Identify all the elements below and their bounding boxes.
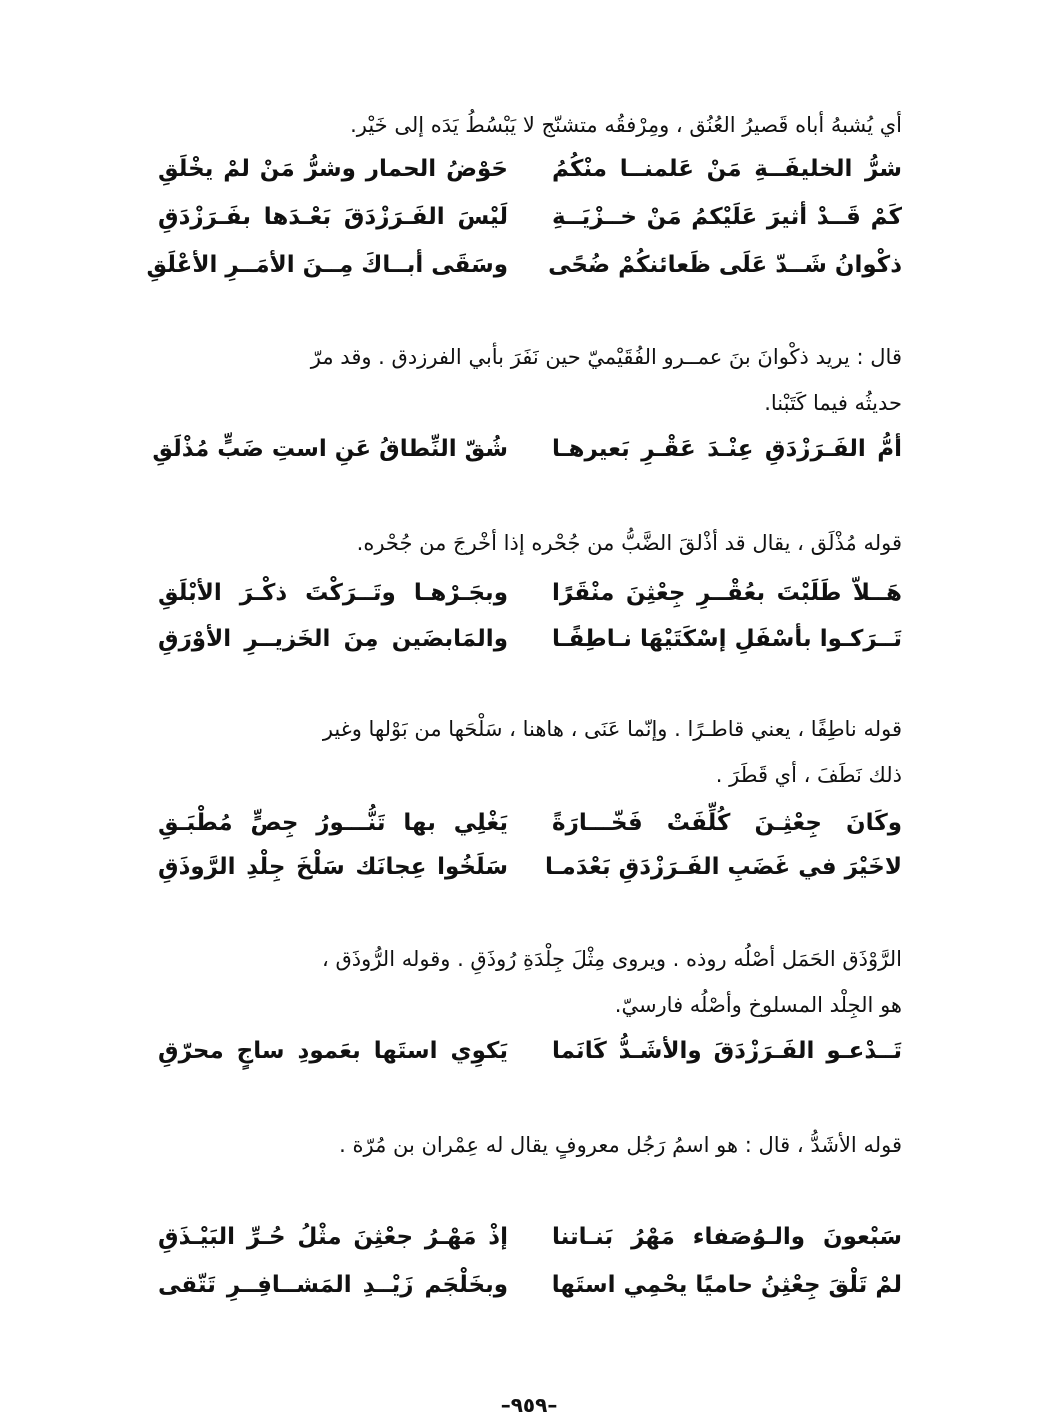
verse-first-hemistich: تَــرَكـوا بأسْفَلِ إسْكَتَيْهَا نـاطِفًـا: [552, 626, 902, 652]
verse-second-hemistich: والمَابضَين مِنَ الخَزيــرِ الأوْرَقِ: [158, 626, 508, 652]
verse-second-hemistich: وسَقَى أبــاكَ مِــنَ الأمَــرِ الأعْلَقِ: [146, 252, 508, 278]
commentary-line: أي يُشبهُ أباه قَصيرُ العُنُق ، ومِرْفقُه متشنّج لا يَبْسُطُ يَدَه إلى خَيْر.: [350, 113, 902, 137]
commentary-line: قوله مُذْلَق ، يقال قد أذْلقَ الضَّبُّ من جُحْره إذا أخْرجَ من جُحْره.: [356, 531, 902, 555]
page-number: –٩٥٩–: [500, 1393, 558, 1417]
verse-line: [158, 800, 902, 846]
commentary-line: حديثُه فيما كَتَبْنا.: [764, 391, 902, 415]
verse-second-hemistich: حَوْضُ الحمار وشرُّ مَنْ لمْ يخْلَقِ: [158, 156, 508, 182]
verse-line: [152, 426, 902, 472]
verse-first-hemistich: لمْ تَلْقَ جِعْثِنُ حاميًا يحْمِي استَها: [551, 1272, 902, 1298]
verse-line: [158, 844, 902, 890]
verse-first-hemistich: وكَانَ جِعْثِـنَ كُلِّفَتْ فَخّـــارَةً: [552, 810, 902, 836]
verse-second-hemistich: سَلَخُوا عِجانَك سَلْخَ جِلْدِ الرَّوذَقِ: [158, 854, 508, 880]
verse-first-hemistich: ذكْوانُ شَــدّ عَلَى ظَعائنكُمْ ضُحًى: [548, 252, 902, 278]
verse-line: [158, 194, 902, 240]
commentary-line: ذلك نَطَفَ ، أي قَطَرَ .: [715, 763, 902, 787]
verse-second-hemistich: يَغْلِي بها تَنُّـــورُ جِصٍّ مُطْبَـقِ: [158, 810, 508, 836]
verse-first-hemistich: كَمْ قَــدْ أثيرَ عَلَيْكمُ مَنْ خــزْيَــةِ: [552, 204, 902, 230]
verse-line: [158, 1028, 902, 1074]
verse-line: [146, 242, 902, 288]
verse-line: [158, 146, 902, 192]
verse-second-hemistich: لَيْسَ الفَـرَزْدَقَ بَعْـدَها بفَـرَزْدَقِ: [158, 204, 508, 230]
commentary-line: الرَّوْذَق الحَمَل أصْلُه روذه . ويروى مِثْلَ جِلْدَةِ رُوذَقِ . وقوله الرُّوذَق ،: [321, 947, 902, 971]
commentary-line: قال : يريد ذكْوانَ بنَ عمــرو الفُقَيْميّ حين نَفَرَ بأبي الفرزدق . وقد مرّ: [310, 345, 902, 369]
commentary-line: قوله الأشَدُّ ، قال : هو اسمُ رَجُل معروفٍ يقال له عِمْران بن مُرّة .: [339, 1133, 902, 1157]
verse-first-hemistich: لاخَيْرَ في غَضَبِ الفَـرَزْدَقِ بَعْدَمـا: [545, 854, 902, 880]
verse-second-hemistich: إذْ مَهْـرُ جعْثِنَ مثْلُ حُـرِّ البَيْـذَقِ: [158, 1224, 508, 1250]
verse-line: [158, 1262, 902, 1308]
verse-second-hemistich: شُقّ النِّطاقُ عَنِ استِ ضَبٍّ مُذْلَقِ: [152, 436, 508, 462]
verse-second-hemistich: وبجَـرْهـا وتَــرَكْتَ ذكْـرَ الأبْلَقِ: [158, 580, 508, 606]
verse-first-hemistich: تَــدْعـو الفَـرَزْدَقَ والأشَـدُّ كَانَما: [552, 1038, 902, 1064]
commentary-line: هو الجِلْد المسلوخ وأصْلُه فارسيّ.: [614, 993, 902, 1017]
verse-second-hemistich: يَكوِي استَها بعَمودِ ساجٍ محرّقِ: [158, 1038, 508, 1064]
verse-first-hemistich: هَــلاّ طَلَبْتَ بعُقْــرِ جِعْثِنَ منْقَرًا: [552, 580, 902, 606]
verse-line: [158, 616, 902, 662]
verse-first-hemistich: سَبْعونَ والـوُصَفاء مَهْرُ بَنـاتنا: [552, 1224, 902, 1250]
verse-first-hemistich: أمُّ الفَـرَزْدَقِ عِنْـدَ عَقْـرِ بَعيرهـا: [552, 436, 902, 462]
commentary-line: قوله ناطِفًا ، يعني قاطـرًا . وإنّما عَنَى ، هاهنا ، سَلْحَها من بَوْلها وغير: [322, 717, 902, 741]
verse-first-hemistich: شرُّ الخليفَــةِ مَنْ عَلمنــا منْكُمُ: [552, 156, 902, 182]
verse-second-hemistich: وبخَلْجَم زَيْــدِ المَشــافِــرِ تَتّقى: [158, 1272, 508, 1298]
verse-line: [158, 1214, 902, 1260]
verse-line: [158, 570, 902, 616]
